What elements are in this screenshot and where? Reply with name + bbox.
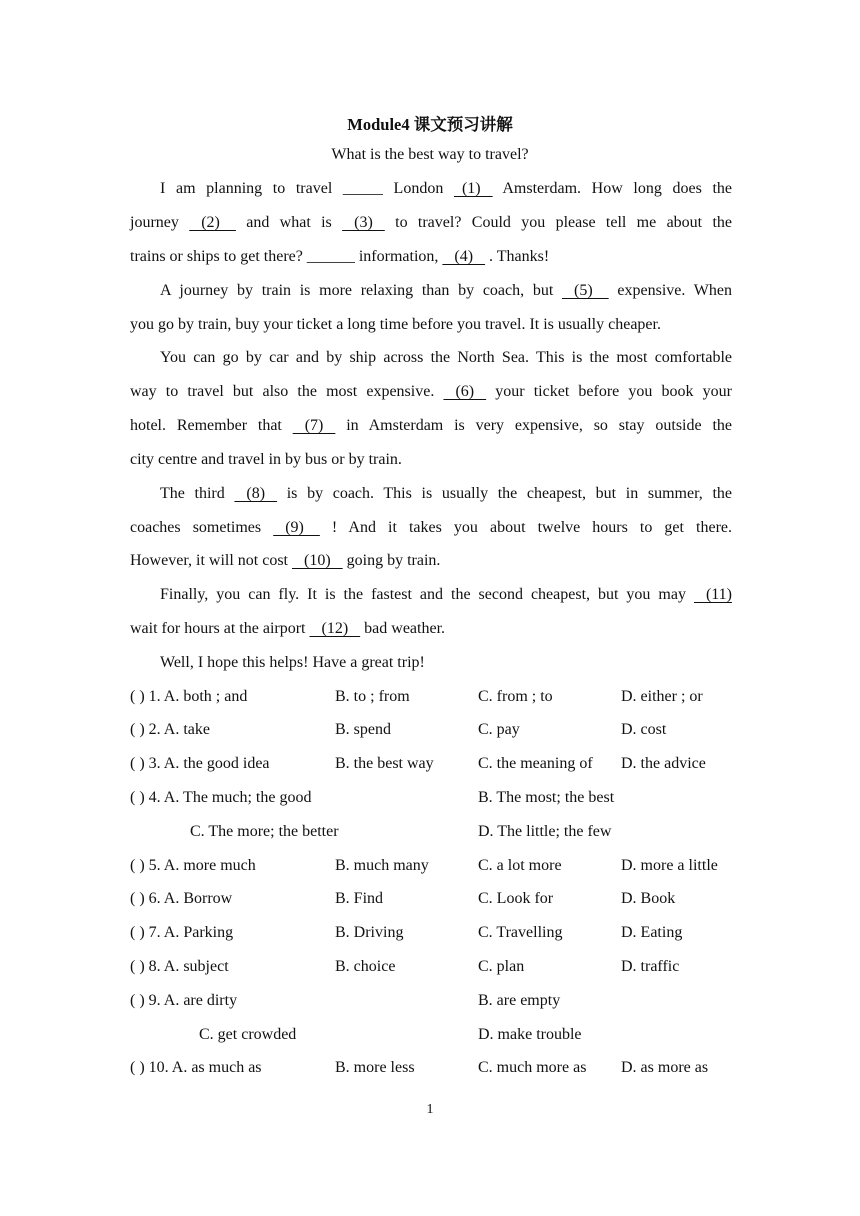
- passage-line: [130, 618, 732, 640]
- passage-line: you go by train, buy your ticket a long time before you travel. It is usually cheaper.: [130, 316, 661, 333]
- question-4-stem: ( ) 4. A. The much; the good: [130, 789, 312, 806]
- blank-4: (4): [442, 248, 486, 265]
- blank-3: (3): [342, 214, 385, 231]
- passage-line: Well, I hope this helps! Have a great trip!: [160, 654, 425, 671]
- text: . Thanks!: [485, 248, 550, 265]
- passage-line: You can go by car and by ship across the North Sea. This is the most comfortable: [160, 349, 732, 366]
- text: trains or ships to get there? ______ information,: [130, 248, 443, 265]
- question-3-stem: ( ) 3. A. the good idea: [130, 755, 270, 772]
- text: is by coach. This is usually the cheapest, but in summer, the: [277, 485, 732, 502]
- question-6-option-c: C. Look for: [478, 890, 554, 907]
- question-3-option-c: C. the meaning of: [478, 755, 593, 772]
- blank-8: (8): [234, 485, 278, 502]
- passage-line: [130, 517, 732, 539]
- passage-line: [160, 280, 732, 302]
- text: Amsterdam. How long does the: [492, 180, 732, 197]
- passage-line: [160, 178, 732, 200]
- question-9-option-d: D. make trouble: [478, 1026, 582, 1043]
- question-1-option-b: B. to ; from: [335, 688, 410, 705]
- text: hotel. Remember that: [130, 417, 293, 434]
- passage-line: city centre and travel in by bus or by train.: [130, 451, 402, 468]
- question-10-stem: ( ) 10. A. as much as: [130, 1059, 262, 1076]
- blank-5: (5): [562, 282, 609, 299]
- text: coaches sometimes: [130, 519, 274, 536]
- question-2-stem: ( ) 2. A. take: [130, 721, 210, 738]
- text: bad weather.: [360, 620, 446, 637]
- question-7-stem: ( ) 7. A. Parking: [130, 924, 234, 941]
- passage-line: [130, 246, 732, 268]
- question-3-option-d: D. the advice: [621, 755, 706, 772]
- question-10-option-b: B. more less: [335, 1059, 415, 1076]
- blank-6: (6): [443, 383, 487, 400]
- blank-1: (1): [453, 180, 493, 197]
- text: ! And it takes you about twelve hours to get there.: [319, 519, 733, 536]
- question-6-option-b: B. Find: [335, 890, 384, 907]
- passage-line: [160, 584, 732, 606]
- text: The third: [160, 485, 235, 502]
- question-8-stem: ( ) 8. A. subject: [130, 958, 229, 975]
- question-5-option-b: B. much many: [335, 857, 429, 874]
- text: Finally, you can fly. It is the fastest and the second cheapest, but you may: [160, 586, 694, 603]
- passage-title: What is the best way to travel?: [331, 146, 529, 163]
- text: going by train.: [342, 552, 441, 569]
- question-6-option-d: D. Book: [621, 890, 676, 907]
- blank-2: (2): [189, 214, 236, 231]
- question-5-option-d: D. more a little: [621, 857, 718, 874]
- blank-7: (7): [292, 417, 336, 434]
- question-6-stem: ( ) 6. A. Borrow: [130, 890, 233, 907]
- question-4-option-d: D. The little; the few: [478, 823, 612, 840]
- text: wait for hours at the airport: [130, 620, 310, 637]
- blank-9: (9): [273, 519, 320, 536]
- question-8-option-c: C. plan: [478, 958, 525, 975]
- blank-10: (10): [292, 552, 343, 569]
- question-9-stem: ( ) 9. A. are dirty: [130, 992, 238, 1009]
- question-1-option-d: D. either ; or: [621, 688, 703, 705]
- question-1-stem: ( ) 1. A. both ; and: [130, 688, 248, 705]
- blank-11: (11): [693, 586, 732, 603]
- text: your ticket before you book your: [486, 383, 732, 400]
- text: journey: [130, 214, 190, 231]
- passage-line: [130, 550, 732, 572]
- question-9-option-b: B. are empty: [478, 992, 561, 1009]
- question-8-option-d: D. traffic: [621, 958, 680, 975]
- question-8-option-b: B. choice: [335, 958, 396, 975]
- question-10-option-c: C. much more as: [478, 1059, 587, 1076]
- text: way to travel but also the most expensive.: [130, 383, 444, 400]
- text: in Amsterdam is very expensive, so stay outside the: [335, 417, 732, 434]
- passage-line: [130, 415, 732, 437]
- question-10-option-d: D. as more as: [621, 1059, 709, 1076]
- question-5-stem: ( ) 5. A. more much: [130, 857, 256, 874]
- text: I am planning to travel _____ London: [160, 180, 454, 197]
- question-2-option-b: B. spend: [335, 721, 391, 738]
- question-7-option-c: C. Travelling: [478, 924, 563, 941]
- question-1-option-c: C. from ; to: [478, 688, 553, 705]
- page-number: 1: [426, 1102, 434, 1117]
- passage-line: [130, 212, 732, 234]
- blank-12: (12): [309, 620, 361, 637]
- question-9-option-c: C. get crowded: [199, 1026, 297, 1043]
- question-7-option-b: B. Driving: [335, 924, 404, 941]
- passage-line: [160, 483, 732, 505]
- question-4-option-b: B. The most; the best: [478, 789, 615, 806]
- text: expensive. When: [608, 282, 732, 299]
- passage-line: [130, 381, 732, 403]
- question-3-option-b: B. the best way: [335, 755, 434, 772]
- question-4-option-c: C. The more; the better: [190, 823, 339, 840]
- question-7-option-d: D. Eating: [621, 924, 683, 941]
- text: A journey by train is more relaxing than by coach, but: [160, 282, 563, 299]
- text: to travel? Could you please tell me about the: [384, 214, 733, 231]
- question-2-option-c: C. pay: [478, 721, 520, 738]
- page-title: Module4 课文预习讲解: [347, 115, 513, 134]
- question-5-option-c: C. a lot more: [478, 857, 562, 874]
- text: and what is: [235, 214, 343, 231]
- question-2-option-d: D. cost: [621, 721, 667, 738]
- text: However, it will not cost: [130, 552, 292, 569]
